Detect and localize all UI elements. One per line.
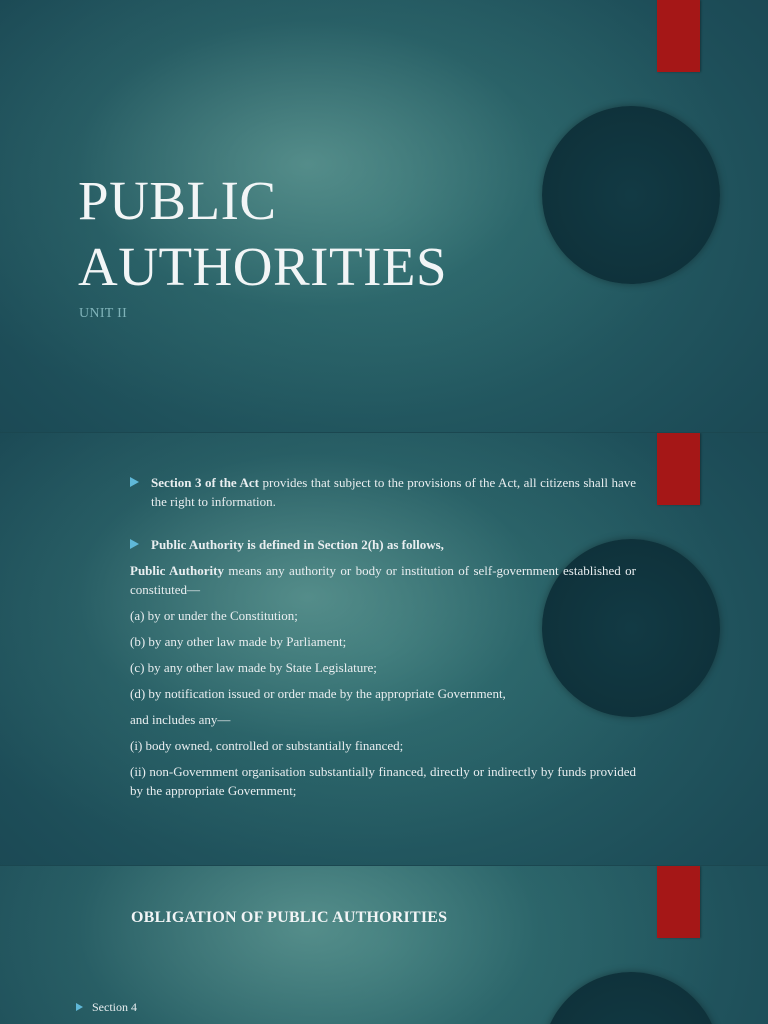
list-item: and includes any— — [130, 712, 231, 727]
decorative-circle — [542, 106, 720, 284]
slide-3-heading: OBLIGATION OF PUBLIC AUTHORITIES — [131, 909, 448, 926]
bullet-triangle-icon — [76, 1003, 83, 1011]
bullet-bold-text: Public Authority is defined in Section 2(h) as follows, — [151, 537, 444, 552]
bullet-triangle-icon — [130, 477, 139, 487]
title-line-1: PUBLIC — [78, 170, 277, 231]
bullet-definition — [130, 535, 636, 554]
slide-1 — [0, 0, 768, 432]
red-accent-bar — [657, 866, 700, 938]
slide-3 — [0, 866, 768, 1024]
list-item: (c) by any other law made by State Legislature; — [130, 660, 377, 675]
title-line-2: AUTHORITIES — [78, 236, 448, 297]
definition-text: means any authority or body or institution of self-government established or constituted— — [130, 563, 636, 597]
red-accent-bar — [657, 433, 700, 505]
definition-term: Public Authority — [130, 563, 224, 578]
bullet-triangle-icon — [130, 539, 139, 549]
bullet-text: Section 4 — [92, 1000, 137, 1014]
bullet-section-3 — [130, 473, 636, 511]
red-accent-bar — [657, 0, 700, 72]
list-item: (a) by or under the Constitution; — [130, 608, 298, 623]
slide-2-content — [130, 473, 636, 800]
list-item: (i) body owned, controlled or substantially financed; — [130, 738, 404, 753]
slide-subtitle: UNIT II — [79, 306, 128, 321]
list-item: (ii) non-Government organisation substantially financed, directly or indirectly by funds provided by the appropriate Government; — [130, 764, 636, 798]
bullet-text: provides that subject to the provisions of the Act, all citizens shall have the right to information. — [151, 475, 637, 509]
list-item: (b) by any other law made by Parliament; — [130, 634, 347, 649]
bullet-section-4 — [76, 1000, 137, 1015]
slide-title — [78, 168, 447, 300]
decorative-circle — [542, 972, 720, 1024]
definition-paragraph — [130, 561, 636, 599]
bullet-bold-text: Section 3 of the Act — [151, 475, 260, 490]
list-item: (d) by notification issued or order made by the appropriate Government, — [130, 686, 506, 701]
slide-2 — [0, 433, 768, 865]
